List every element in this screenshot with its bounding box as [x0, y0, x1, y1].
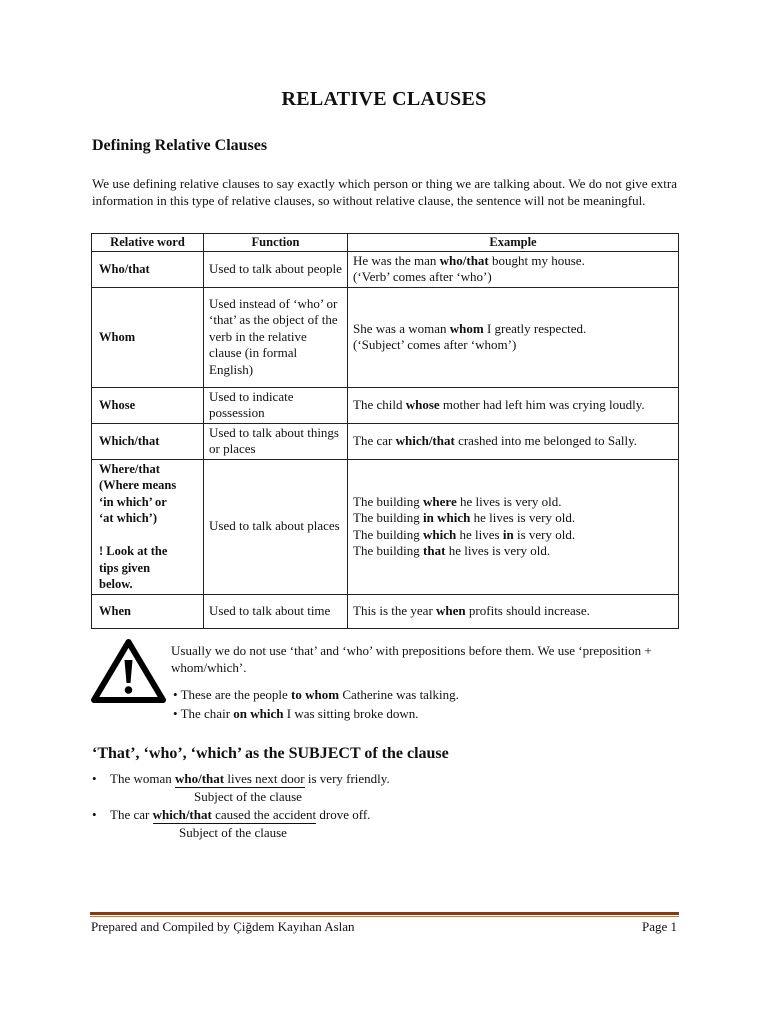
relative-word-cell: [92, 251, 204, 287]
example-text: The building: [353, 493, 424, 509]
relative-word: which/that: [152, 807, 212, 822]
example-keyword: in: [502, 526, 514, 542]
warning-example-1: [173, 685, 459, 704]
sentence-text: The woman: [110, 771, 175, 786]
relative-word-line: (Where means: [99, 478, 177, 492]
example-line: [353, 510, 673, 527]
table-row: [92, 459, 679, 594]
example-keyword: when: [436, 602, 466, 618]
example-text: The child: [353, 396, 406, 412]
relative-word-cell: [92, 387, 204, 423]
example-text: The building: [353, 510, 424, 525]
example-text: I was sitting broke down.: [283, 706, 419, 721]
relative-word-line: [99, 527, 198, 544]
example-text: is very old.: [513, 526, 576, 542]
example-text: The building: [353, 543, 424, 558]
page-title: RELATIVE CLAUSES: [281, 88, 487, 110]
example-cell: [348, 594, 679, 628]
sentence-text: drove off.: [316, 807, 371, 822]
example-keyword: that: [423, 543, 446, 558]
example-cell: [348, 423, 679, 459]
underlined-clause: [175, 771, 305, 788]
relative-word-line: ‘at which’): [99, 511, 157, 525]
example-text: I greatly respected.: [483, 320, 587, 336]
warning-text: Usually we do not use ‘that’ and ‘who’ with prepositions before them. We use ‘preposition + whom/which’.: [171, 643, 652, 675]
example-text: Catherine was talking.: [339, 687, 459, 702]
relative-word-cell: [92, 459, 204, 594]
example-text: he lives is very old.: [445, 543, 551, 558]
relative-word-line: below.: [99, 577, 133, 591]
underlined-clause: [153, 807, 317, 824]
example-cell: [348, 459, 679, 594]
example-cell: [348, 287, 679, 387]
bullet: •: [173, 687, 178, 702]
example-bold: to whom: [291, 687, 340, 702]
relative-words-table: [91, 233, 679, 629]
section-heading-defining: Defining Relative Clauses: [92, 137, 268, 154]
footer-rule: [90, 912, 679, 915]
example-text: The chair: [180, 706, 234, 721]
example-text: he lives is very old.: [470, 510, 576, 525]
example-text: he lives is very old.: [456, 493, 562, 509]
function-cell: Used instead of ‘who’ or ‘that’ as the object of the verb in the relative clause (in formal English): [204, 287, 348, 387]
clause-note: Subject of the clause: [194, 789, 302, 804]
example-text: he lives: [456, 526, 503, 542]
example-keyword: where: [423, 493, 457, 509]
clause-text: caused the accident: [211, 807, 317, 822]
example-keyword: whom: [449, 320, 484, 336]
footer-rule-thin: [90, 916, 679, 917]
section-heading-subject: ‘That’, ‘who’, ‘which’ as the SUBJECT of the clause: [92, 745, 449, 762]
example-sentence: [110, 771, 390, 788]
example-line: [353, 494, 673, 511]
example-line: [353, 337, 673, 354]
header-function: Function: [204, 234, 348, 252]
example-keyword: who/that: [439, 252, 489, 268]
function-cell: Used to talk about time: [204, 594, 348, 628]
header-example: Example: [348, 234, 679, 252]
example-text: This is the year: [353, 602, 437, 618]
bullet: •: [92, 771, 97, 786]
relative-word-cell: [92, 594, 204, 628]
example-line: [353, 527, 673, 544]
example-line: [353, 397, 673, 414]
table-row: [92, 287, 679, 387]
relative-word-cell: [92, 423, 204, 459]
example-text: These are the people: [177, 687, 292, 702]
example-bold: on which: [233, 706, 284, 721]
example-text: She was a woman: [353, 320, 450, 336]
function-cell: Used to talk about people: [204, 251, 348, 287]
intro-paragraph: We use defining relative clauses to say exactly which person or thing we are talking about. We do not give extra information in this type of relative clauses, so without relative clause, the sentence will not be meaningful.: [92, 176, 677, 208]
function-cell: Used to talk about things or places: [204, 423, 348, 459]
example-text: He was the man: [353, 252, 440, 268]
example-text: profits should increase.: [465, 602, 590, 618]
clause-text: lives next door: [224, 771, 305, 786]
relative-word-line: ! Look at the: [99, 544, 168, 558]
example-keyword: whose: [405, 396, 440, 412]
clause-note: Subject of the clause: [179, 825, 287, 840]
footer-credit: Prepared and Compiled by Çiğdem Kayıhan Aslan: [91, 919, 355, 934]
example-line: [353, 543, 673, 560]
page-number: Page 1: [641, 919, 677, 934]
sentence-text: The car: [110, 807, 153, 822]
header-relative-word: Relative word: [92, 234, 204, 252]
table-header-row: [92, 234, 679, 252]
example-keyword: which/that: [395, 432, 455, 448]
example-keyword: in which: [423, 510, 471, 525]
warning-triangle-icon: [91, 638, 166, 704]
bullet: •: [173, 706, 178, 721]
relative-word-cell: [92, 287, 204, 387]
table-row: [92, 251, 679, 287]
example-text: crashed into me belonged to Sally.: [454, 432, 638, 448]
example-sentence: [110, 807, 370, 824]
table-row: [92, 423, 679, 459]
sentence-text: is very friendly.: [304, 771, 390, 786]
relative-word-line: When: [99, 603, 131, 618]
relative-word-line: Which/that: [99, 433, 160, 448]
example-line: [353, 603, 673, 620]
relative-word-line: Who/that: [99, 261, 150, 276]
relative-word-line: Whose: [99, 397, 136, 412]
example-text: mother had left him was crying loudly.: [439, 396, 645, 412]
warning-examples: [173, 685, 459, 723]
example-text: bought my house.: [488, 252, 585, 268]
bullet: •: [92, 807, 97, 822]
example-cell: [348, 387, 679, 423]
example-line: [353, 433, 673, 450]
relative-word-line: Where/that: [99, 461, 160, 476]
example-cell: [348, 251, 679, 287]
table-row: [92, 387, 679, 423]
function-cell: Used to indicate possession: [204, 387, 348, 423]
example-line: [353, 269, 673, 286]
table-row: [92, 594, 679, 628]
warning-example-2: [173, 704, 459, 723]
relative-word-line: ‘in which’ or: [99, 494, 167, 509]
example-text: The car: [353, 432, 396, 448]
function-cell: Used to talk about places: [204, 459, 348, 594]
relative-word-line: Whom: [99, 329, 136, 344]
relative-word: who/that: [174, 771, 225, 786]
example-text: The building: [353, 526, 424, 542]
example-text: (‘Verb’ comes after ‘who’): [353, 269, 492, 284]
example-text: (‘Subject’ comes after ‘whom’): [353, 337, 517, 352]
example-line: [353, 253, 673, 270]
example-line: [353, 321, 673, 338]
relative-word-line: tips given: [99, 560, 151, 575]
example-keyword: which: [423, 526, 457, 542]
